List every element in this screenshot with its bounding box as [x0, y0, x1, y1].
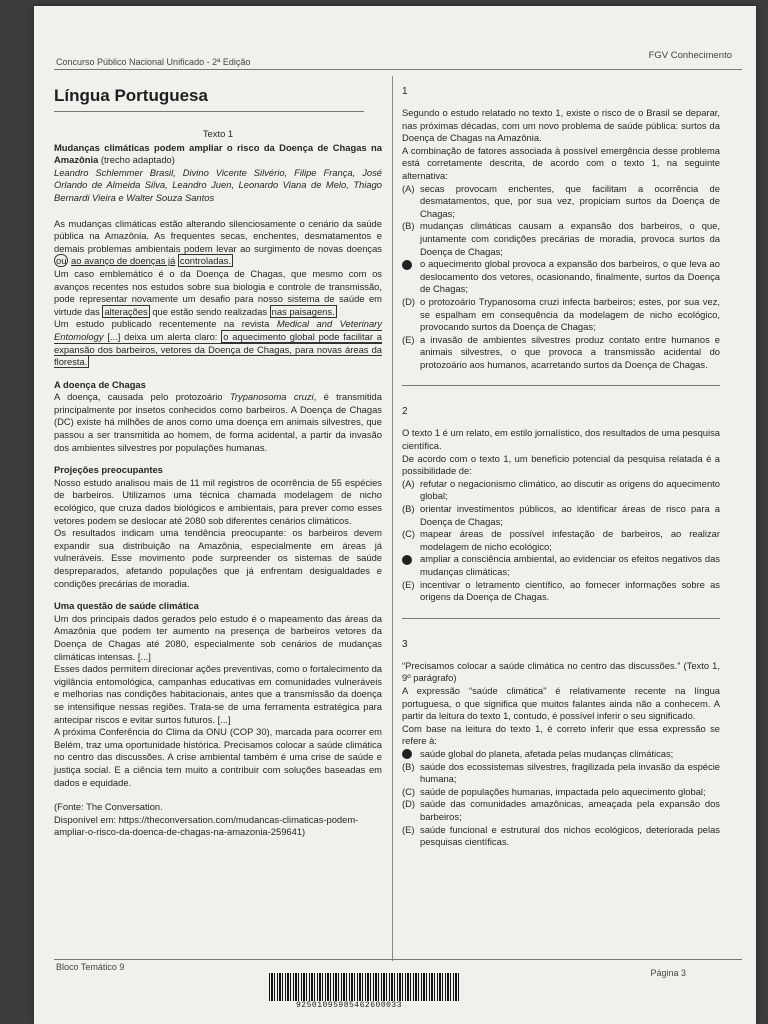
barcode-number: 92501095985462600033	[296, 1001, 403, 1010]
section-3-p1: Um dos principais dados gerados pelo estudo é o mapeamento das áreas da Amazônia que podem ter aumento na presença de barbeiros vetores da Doença de Chagas até 2080, especialmente sob cenários de mudanças climáticas intensas. [...]	[54, 612, 382, 662]
s1-text: A doença, causada pelo protozoário	[54, 391, 223, 403]
option-letter	[402, 296, 420, 334]
option-row	[402, 579, 720, 604]
marked-answer-icon	[402, 260, 412, 270]
option-text: o protozoário Trypanosoma cruzi infecta barbeiros; estes, por sua vez, se espalham em consequência da modelagem de nicho ecológico, provocando surtos da Doença de Chagas;	[420, 295, 720, 333]
option-text: saúde dos ecossistemas silvestres, fragilizada pela invasão da espécie humana;	[420, 760, 720, 785]
option-letter	[402, 528, 420, 553]
marked-answer-icon	[402, 749, 412, 759]
p3-journal: Medical and Veterinary Entomology	[54, 318, 382, 342]
option-letter-text: (B)	[402, 220, 415, 232]
section-3-p2: Esses dados permitem direcionar ações preventivas, como o fortalecimento da vigilância entomológica, campanhas educativas em comunidades vulneráveis e melhorias nas condições habitacionais, antes que a transmissão da doença se intensifique nessas regiões. Trata-se de uma ferramenta estratégica para antecipar riscos e evitar surtos futuros. [...]	[54, 663, 382, 725]
p3-text-b: [...] deixa um alerta claro:	[107, 330, 218, 342]
question-1-number: 1	[402, 86, 408, 97]
option-letter-marked	[402, 748, 420, 761]
option-letter	[402, 798, 420, 823]
option-row	[402, 761, 720, 786]
question-1-stem-2: A combinação de fatores associada à possível emergência desse problema está corretamente descrita, de acordo com o texto 1, na seguinte alternativa:	[402, 144, 720, 181]
option-letter	[402, 503, 420, 528]
question-2-options	[402, 478, 720, 604]
question-2-stem-2: De acordo com o texto 1, um benefício potencial da pesquisa relatada é a possibilidade de:	[402, 452, 720, 477]
option-letter	[402, 183, 420, 221]
p2-boxed-1: alterações	[104, 305, 148, 317]
option-letter-text: (D)	[402, 798, 416, 810]
texto-title-suffix: (trecho adaptado)	[100, 154, 175, 166]
source-line-1: (Fonte: The Conversation.	[54, 801, 163, 813]
bloco-label: Bloco Temático 9	[56, 962, 125, 972]
exam-page	[34, 6, 756, 1024]
option-letter	[402, 334, 420, 372]
option-text: a invasão de ambientes silvestres produz contato entre humanos e animais silvestres, o que provoca a transmissão acidental do protozoário aos humanos, acarretando surtos da Doença de Chagas.	[420, 333, 720, 370]
option-letter	[402, 786, 420, 799]
p2-boxed-2: nas paisagens.	[271, 305, 335, 317]
option-letter-text: (A)	[402, 477, 415, 489]
option-letter-marked	[402, 553, 420, 578]
section-heading-1: A doença de Chagas	[54, 378, 146, 390]
option-row	[402, 220, 720, 258]
option-text: saúde de populações humanas, impactada pelo aquecimento global;	[420, 785, 706, 797]
s1-text-b: , é transmitida principalmente por insetos conhecidos como barbeiros. A Doença de Chagas (DC) existe há milhões de anos como uma doença em animais silvestres, que passou a ser transmitida ao homem, de forma acidental, a partir da invasão dos ambientes silvestres por populações humanas.	[54, 391, 382, 453]
option-text: saúde global do planeta, afetada pelas mudanças climáticas;	[420, 747, 674, 759]
question-3-stem-1: “Precisamos colocar a saúde climática no centro das discussões.” (Texto 1, 9º parágrafo)	[402, 659, 720, 684]
texto-label: Texto 1	[202, 128, 234, 139]
option-row	[402, 503, 720, 528]
barcode-image	[269, 973, 459, 1001]
p2-text: Um caso emblemático é o da Doença de Chagas, que mesmo com os avanços recentes nos estudos sobre sua biologia e controle de transmissão, pode representar novamente um desafio para nosso sistema de saúde em virtude das	[54, 267, 382, 317]
subject-title: Língua Portuguesa	[54, 86, 208, 105]
question-1-options	[402, 183, 720, 372]
option-letter-text: (B)	[402, 503, 415, 515]
option-row	[402, 824, 720, 849]
header-rule	[54, 69, 742, 70]
p1-text: As mudanças climáticas estão alterando silenciosamente o cenário da saúde pública na Amazônia. As frequentes secas, enchentes, desmatamentos e demais problemas ambientais podem levar ao surgimento de novas doenças	[54, 217, 382, 254]
option-row	[402, 786, 720, 799]
footer-rule	[54, 959, 742, 960]
option-text: mudanças climáticas causam a expansão dos barbeiros, o que, juntamente com condições precárias de moradia, provoca surtos da Doença de Chagas;	[420, 220, 720, 257]
p1-boxed: controladas.	[179, 255, 231, 267]
s1-species: Trypanosoma cruzi	[229, 391, 314, 403]
question-separator-1	[402, 385, 720, 386]
option-row	[402, 258, 720, 296]
p3-boxed: o aquecimento global pode facilitar a expansão dos barbeiros, vetores da Doença de Chagas, para novas áreas da floresta.	[54, 330, 382, 368]
question-2-number: 2	[402, 406, 408, 418]
section-heading-2: Projeções preocupantes	[54, 464, 163, 476]
option-letter	[402, 478, 420, 503]
option-text: o aquecimento global provoca a expansão dos barbeiros, o que leva ao deslocamento dos vetores, ocasionando, finalmente, surtos da Doença de Chagas;	[420, 258, 720, 295]
question-1-stem-1: Segundo o estudo relatado no texto 1, existe o risco de o Brasil se deparar, nas próximas décadas, com um novo problema de saúde pública: surtos da Doença de Chagas na Amazônia.	[402, 107, 720, 144]
option-letter-marked	[402, 258, 420, 296]
marked-answer-icon	[402, 555, 412, 565]
option-row	[402, 296, 720, 334]
left-column	[54, 86, 382, 839]
option-text: ampliar a consciência ambiental, ao evidenciar os efeitos negativos das mudanças climáticas;	[420, 553, 720, 577]
option-text: mapear áreas de possível infestação de barbeiros, ao realizar modelagem de nicho ecológico;	[420, 528, 720, 552]
question-separator-2	[402, 618, 720, 619]
question-3-options	[402, 748, 720, 849]
section-3-p3: A próxima Conferência do Clima da ONU (COP 30), marcada para ocorrer em Belém, traz uma oportunidade histórica. Precisamos colocar a saúde climática no centro das discussões. A crise ambiental também é uma crise de saúde e justiça social. E a ciência tem muito a contribuir com soluções baseadas em dados e equidade.	[54, 726, 382, 788]
option-row	[402, 528, 720, 553]
option-text: saúde funcional e estrutural dos nichos ecológicos, deteriorada pelas pesquisas científicas.	[420, 823, 720, 848]
column-divider	[392, 76, 393, 961]
question-3-stem-2: A expressão “saúde climática” é relativamente recente na língua portuguesa, o que significa que muitos falantes ainda não a conhecem. A partir da leitura do texto 1, contudo, é possível inferir o seu significado.	[402, 684, 720, 722]
section-2-p1: Nosso estudo analisou mais de 11 mil registros de ocorrência de 55 espécies de barbeiros. Utilizamos uma técnica chamada modelagem de nicho ecológico, que cruza dados biológicos e ambientais, para prever como esses vetores podem se deslocar até 2080 sob diferentes cenários climáticos.	[54, 476, 382, 526]
option-letter-text: (C)	[402, 785, 416, 797]
option-letter	[402, 824, 420, 849]
option-row	[402, 183, 720, 221]
option-row	[402, 748, 720, 761]
option-letter	[402, 579, 420, 604]
option-text: saúde das comunidades amazônicas, ameaçada pela expansão dos barbeiros;	[420, 798, 720, 822]
option-text: secas provocam enchentes, que facilitam a ocorrência de desmatamentos, que, por sua vez, propiciam surtos da Doença de Chagas;	[420, 182, 720, 219]
section-1-text	[54, 391, 382, 454]
paragraph-2	[54, 268, 382, 318]
section-2-p2: Os resultados indicam uma tendência preocupante: os barbeiros devem expandir sua distribuição na Amazônia, especialmente em áreas já vulneráveis. Esse movimento pode surpreender os sistemas de saúde despreparados, afetando populações que já enfrentam desigualdades e condições precárias de moradia.	[54, 527, 382, 589]
question-3-number: 3	[402, 638, 408, 650]
option-letter-text: (E)	[402, 578, 415, 590]
title-rule	[54, 111, 364, 112]
p2-text-b: que estão sendo realizadas	[152, 305, 268, 317]
option-text: refutar o negacionismo climático, ao discutir as origens do aquecimento global;	[420, 477, 720, 502]
option-row	[402, 478, 720, 503]
option-letter-text: (B)	[402, 760, 415, 772]
option-text: orientar investimentos públicos, ao identificar áreas de risco para a Doença de Chagas;	[420, 503, 720, 527]
texto-title-main: Mudanças climáticas podem ampliar o risco da Doença de Chagas na Amazônia	[54, 141, 382, 166]
option-text: incentivar o letramento científico, ao fornecer informações sobre as origens da Doença de Chagas.	[420, 578, 720, 603]
option-letter-text: (E)	[402, 333, 415, 345]
exam-name: Concurso Público Nacional Unificado - 2ª Edição	[56, 57, 251, 67]
p1-text-b: ao avanço de doenças já	[71, 255, 176, 267]
right-column	[402, 86, 720, 849]
section-heading-3: Uma questão de saúde climática	[54, 600, 199, 612]
option-letter-text: (E)	[402, 823, 415, 835]
organization: FGV Conhecimento	[648, 50, 732, 61]
authors: Leandro Schlemmer Brasil, Divino Vicente Silvério, Filipe França, José Orlando de Almeida Silva, Leandro Juen, Leonardo Viana de Melo, Thiago Bernardi Vieira e Walter Souza Santos	[54, 166, 382, 203]
question-2-stem-1: O texto 1 é um relato, em estilo jornalístico, dos resultados de uma pesquisa científica.	[402, 427, 720, 452]
paragraph-1	[54, 218, 382, 268]
page-number: Página 3	[650, 968, 686, 978]
option-letter-text: (C)	[402, 528, 416, 540]
p3-text: Um estudo publicado recentemente na revista	[54, 318, 270, 330]
texto-title	[54, 142, 382, 167]
option-row	[402, 553, 720, 578]
option-letter	[402, 220, 420, 258]
option-letter	[402, 761, 420, 786]
option-letter-text: (D)	[402, 295, 416, 307]
question-3-stem-3: Com base na leitura do texto 1, é correto inferir que essa expressão se refere à:	[402, 722, 720, 747]
option-row	[402, 334, 720, 372]
option-letter-text: (A)	[402, 182, 415, 194]
option-row	[402, 798, 720, 823]
paragraph-3	[54, 318, 382, 368]
source-line-2: Disponível em: https://theconversation.com/mudancas-climaticas-podem-ampliar-o-risco-da-doenca-de-chagas-na-amazonia-259641)	[54, 813, 359, 838]
p1-ou-circled: ou	[56, 255, 67, 267]
